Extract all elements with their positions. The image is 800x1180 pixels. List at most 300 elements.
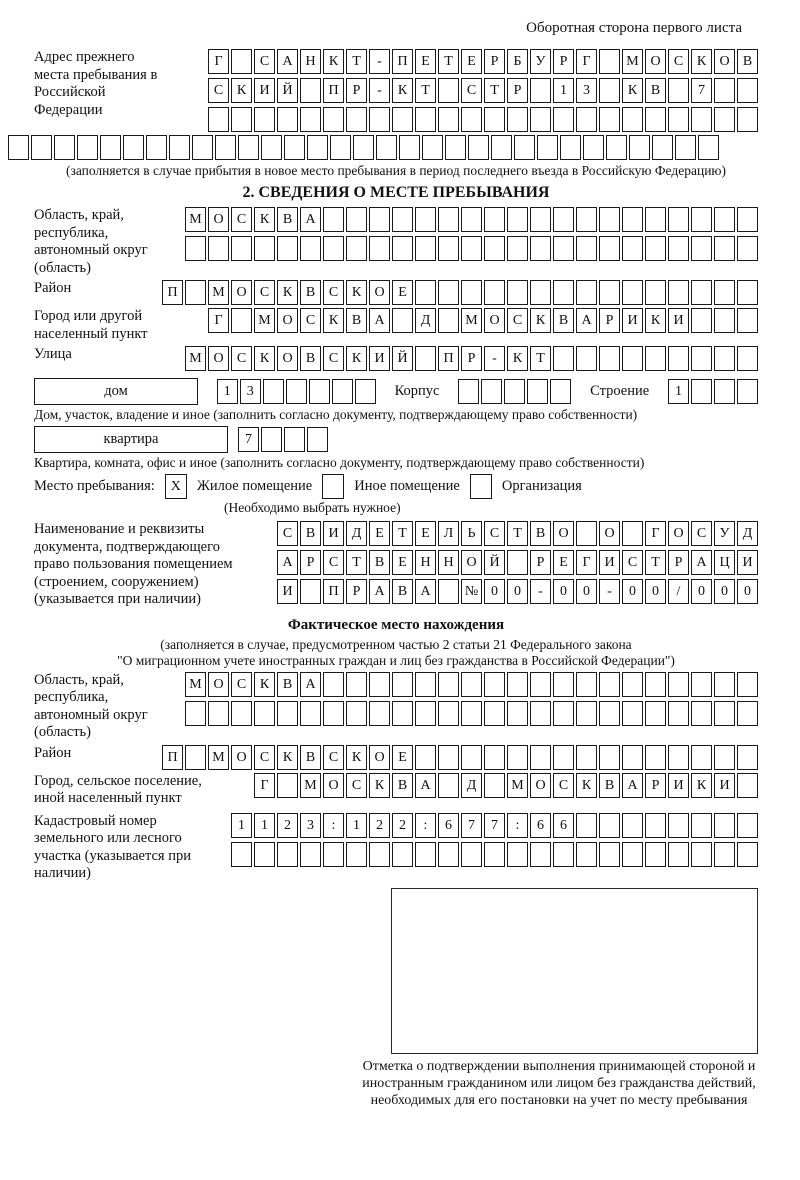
char-box[interactable] (645, 107, 666, 132)
char-box[interactable] (645, 842, 666, 867)
char-box[interactable]: Д (415, 308, 436, 333)
char-box[interactable]: Т (507, 521, 528, 546)
char-box[interactable]: / (668, 579, 689, 604)
char-box[interactable] (599, 78, 620, 103)
char-box[interactable] (369, 107, 390, 132)
char-box[interactable] (737, 308, 758, 333)
char-box[interactable] (737, 773, 758, 798)
char-box[interactable]: В (369, 550, 390, 575)
char-box[interactable] (392, 701, 413, 726)
char-box[interactable] (652, 135, 673, 160)
char-box[interactable]: К (254, 346, 275, 371)
char-box[interactable] (231, 842, 252, 867)
char-box[interactable]: Е (553, 550, 574, 575)
char-box[interactable] (491, 135, 512, 160)
char-box[interactable]: П (438, 346, 459, 371)
char-box[interactable] (530, 701, 551, 726)
char-box[interactable]: О (231, 745, 252, 770)
char-box[interactable]: В (392, 773, 413, 798)
char-box[interactable] (576, 521, 597, 546)
stay-option-checkbox-organization[interactable] (470, 474, 492, 499)
char-box[interactable] (323, 236, 344, 261)
char-box[interactable] (622, 813, 643, 838)
char-box[interactable] (169, 135, 190, 160)
char-box[interactable] (346, 207, 367, 232)
char-box[interactable] (714, 745, 735, 770)
char-box[interactable]: Р (484, 49, 505, 74)
char-box[interactable]: Р (346, 78, 367, 103)
char-box[interactable]: 0 (576, 579, 597, 604)
char-box[interactable] (714, 813, 735, 838)
char-box[interactable]: 0 (507, 579, 528, 604)
char-box[interactable] (31, 135, 52, 160)
char-box[interactable]: Р (553, 49, 574, 74)
char-box[interactable]: Й (392, 346, 413, 371)
char-box[interactable] (392, 207, 413, 232)
char-box[interactable] (622, 107, 643, 132)
char-box[interactable] (461, 280, 482, 305)
char-box[interactable] (576, 280, 597, 305)
char-box[interactable] (645, 280, 666, 305)
char-box[interactable] (553, 280, 574, 305)
char-box[interactable] (286, 379, 307, 404)
char-box[interactable] (346, 842, 367, 867)
char-box[interactable] (714, 207, 735, 232)
char-box[interactable] (231, 308, 252, 333)
char-box[interactable] (645, 745, 666, 770)
char-box[interactable] (553, 346, 574, 371)
char-box[interactable] (576, 842, 597, 867)
char-box[interactable]: 2 (369, 813, 390, 838)
char-box[interactable]: Е (415, 521, 436, 546)
char-box[interactable] (461, 701, 482, 726)
char-box[interactable] (484, 107, 505, 132)
char-box[interactable]: Г (208, 308, 229, 333)
char-box[interactable]: А (300, 672, 321, 697)
char-box[interactable]: 7 (461, 813, 482, 838)
char-box[interactable] (691, 107, 712, 132)
char-box[interactable] (530, 107, 551, 132)
char-box[interactable] (392, 842, 413, 867)
char-box[interactable] (737, 78, 758, 103)
char-box[interactable] (737, 672, 758, 697)
char-box[interactable] (599, 346, 620, 371)
char-box[interactable] (737, 346, 758, 371)
char-box[interactable] (668, 701, 689, 726)
char-box[interactable]: У (530, 49, 551, 74)
char-box[interactable] (737, 280, 758, 305)
char-box[interactable]: Т (484, 78, 505, 103)
char-box[interactable] (576, 701, 597, 726)
char-box[interactable]: В (392, 579, 413, 604)
char-box[interactable] (208, 107, 229, 132)
char-box[interactable] (323, 107, 344, 132)
char-box[interactable] (553, 842, 574, 867)
char-box[interactable]: Т (438, 49, 459, 74)
char-box[interactable]: О (668, 521, 689, 546)
char-box[interactable] (583, 135, 604, 160)
char-box[interactable] (691, 207, 712, 232)
char-box[interactable]: И (737, 550, 758, 575)
char-box[interactable] (553, 207, 574, 232)
char-box[interactable] (415, 745, 436, 770)
char-box[interactable] (254, 701, 275, 726)
char-box[interactable]: К (691, 773, 712, 798)
char-box[interactable]: В (300, 346, 321, 371)
char-box[interactable]: С (553, 773, 574, 798)
char-box[interactable] (323, 672, 344, 697)
char-box[interactable] (507, 280, 528, 305)
char-box[interactable] (576, 236, 597, 261)
char-box[interactable] (208, 701, 229, 726)
char-box[interactable] (54, 135, 75, 160)
char-box[interactable] (714, 236, 735, 261)
char-box[interactable]: С (254, 280, 275, 305)
char-box[interactable] (714, 78, 735, 103)
char-box[interactable]: 0 (484, 579, 505, 604)
char-box[interactable]: А (622, 773, 643, 798)
char-box[interactable]: К (507, 346, 528, 371)
char-box[interactable] (263, 379, 284, 404)
char-box[interactable] (645, 207, 666, 232)
char-box[interactable] (553, 107, 574, 132)
char-box[interactable] (645, 701, 666, 726)
char-box[interactable] (215, 135, 236, 160)
char-box[interactable]: И (714, 773, 735, 798)
char-box[interactable]: Й (484, 550, 505, 575)
char-box[interactable] (277, 773, 298, 798)
char-box[interactable] (714, 672, 735, 697)
char-box[interactable]: К (277, 280, 298, 305)
char-box[interactable] (484, 207, 505, 232)
char-box[interactable]: Д (461, 773, 482, 798)
char-box[interactable]: К (645, 308, 666, 333)
char-box[interactable]: К (576, 773, 597, 798)
char-box[interactable]: В (530, 521, 551, 546)
char-box[interactable] (622, 346, 643, 371)
char-box[interactable]: С (231, 346, 252, 371)
char-box[interactable]: 3 (240, 379, 261, 404)
stay-option-checkbox-other-premises[interactable] (322, 474, 344, 499)
char-box[interactable] (369, 207, 390, 232)
char-box[interactable] (599, 813, 620, 838)
char-box[interactable] (507, 842, 528, 867)
char-box[interactable]: Л (438, 521, 459, 546)
char-box[interactable]: О (714, 49, 735, 74)
char-box[interactable] (507, 107, 528, 132)
char-box[interactable] (355, 379, 376, 404)
char-box[interactable]: О (323, 773, 344, 798)
char-box[interactable] (537, 135, 558, 160)
char-box[interactable]: С (254, 745, 275, 770)
char-box[interactable] (737, 236, 758, 261)
char-box[interactable] (231, 236, 252, 261)
char-box[interactable] (645, 236, 666, 261)
char-box[interactable]: П (162, 280, 183, 305)
char-box[interactable]: 0 (645, 579, 666, 604)
char-box[interactable] (369, 236, 390, 261)
char-box[interactable] (599, 280, 620, 305)
char-box[interactable] (300, 842, 321, 867)
char-box[interactable]: Р (300, 550, 321, 575)
char-box[interactable]: М (185, 346, 206, 371)
char-box[interactable] (445, 135, 466, 160)
char-box[interactable]: Е (392, 745, 413, 770)
char-box[interactable]: С (323, 280, 344, 305)
char-box[interactable] (415, 280, 436, 305)
char-box[interactable] (438, 773, 459, 798)
char-box[interactable] (277, 842, 298, 867)
char-box[interactable] (100, 135, 121, 160)
char-box[interactable] (300, 78, 321, 103)
char-box[interactable] (691, 701, 712, 726)
char-box[interactable] (737, 813, 758, 838)
char-box[interactable] (376, 135, 397, 160)
char-box[interactable]: С (300, 308, 321, 333)
char-box[interactable] (691, 280, 712, 305)
char-box[interactable]: В (277, 672, 298, 697)
char-box[interactable]: А (300, 207, 321, 232)
char-box[interactable]: М (185, 207, 206, 232)
char-box[interactable] (737, 207, 758, 232)
char-box[interactable]: Т (415, 78, 436, 103)
char-box[interactable] (438, 745, 459, 770)
char-box[interactable] (507, 672, 528, 697)
char-box[interactable]: : (507, 813, 528, 838)
char-box[interactable] (599, 701, 620, 726)
char-box[interactable]: 6 (553, 813, 574, 838)
char-box[interactable]: - (599, 579, 620, 604)
char-box[interactable]: Е (461, 49, 482, 74)
char-box[interactable]: Н (415, 550, 436, 575)
char-box[interactable] (622, 207, 643, 232)
char-box[interactable] (392, 672, 413, 697)
char-box[interactable] (527, 379, 548, 404)
char-box[interactable]: В (645, 78, 666, 103)
char-box[interactable] (461, 842, 482, 867)
char-box[interactable]: К (277, 745, 298, 770)
char-box[interactable] (714, 842, 735, 867)
char-box[interactable] (392, 236, 413, 261)
char-box[interactable]: К (254, 672, 275, 697)
char-box[interactable]: - (369, 78, 390, 103)
char-box[interactable] (415, 107, 436, 132)
char-box[interactable]: Е (392, 280, 413, 305)
char-box[interactable]: Е (392, 550, 413, 575)
char-box[interactable] (599, 49, 620, 74)
char-box[interactable] (599, 745, 620, 770)
char-box[interactable]: 6 (530, 813, 551, 838)
char-box[interactable] (504, 379, 525, 404)
char-box[interactable]: С (622, 550, 643, 575)
char-box[interactable]: Р (668, 550, 689, 575)
char-box[interactable] (645, 672, 666, 697)
char-box[interactable] (461, 745, 482, 770)
char-box[interactable] (277, 107, 298, 132)
char-box[interactable]: А (691, 550, 712, 575)
char-box[interactable] (530, 207, 551, 232)
char-box[interactable] (185, 701, 206, 726)
char-box[interactable] (238, 135, 259, 160)
char-box[interactable] (300, 236, 321, 261)
char-box[interactable] (484, 236, 505, 261)
char-box[interactable]: С (461, 78, 482, 103)
char-box[interactable]: Ц (714, 550, 735, 575)
char-box[interactable] (438, 579, 459, 604)
char-box[interactable] (369, 672, 390, 697)
char-box[interactable] (438, 701, 459, 726)
char-box[interactable] (438, 236, 459, 261)
char-box[interactable]: В (737, 49, 758, 74)
char-box[interactable]: С (323, 550, 344, 575)
char-box[interactable] (284, 135, 305, 160)
char-box[interactable]: К (254, 207, 275, 232)
char-box[interactable]: Й (277, 78, 298, 103)
char-box[interactable] (622, 672, 643, 697)
char-box[interactable]: 3 (300, 813, 321, 838)
char-box[interactable] (277, 701, 298, 726)
char-box[interactable] (277, 236, 298, 261)
char-box[interactable]: Т (346, 550, 367, 575)
char-box[interactable] (645, 813, 666, 838)
char-box[interactable] (392, 107, 413, 132)
char-box[interactable] (484, 672, 505, 697)
char-box[interactable]: С (484, 521, 505, 546)
char-box[interactable]: Н (438, 550, 459, 575)
char-box[interactable]: 0 (737, 579, 758, 604)
char-box[interactable] (668, 672, 689, 697)
char-box[interactable]: К (392, 78, 413, 103)
char-box[interactable] (438, 672, 459, 697)
char-box[interactable] (392, 308, 413, 333)
char-box[interactable] (622, 236, 643, 261)
char-box[interactable]: 1 (668, 379, 689, 404)
char-box[interactable] (698, 135, 719, 160)
char-box[interactable] (185, 280, 206, 305)
char-box[interactable]: 3 (576, 78, 597, 103)
char-box[interactable]: К (530, 308, 551, 333)
char-box[interactable]: С (507, 308, 528, 333)
char-box[interactable]: 0 (553, 579, 574, 604)
char-box[interactable] (668, 280, 689, 305)
char-box[interactable] (530, 280, 551, 305)
char-box[interactable]: О (208, 207, 229, 232)
char-box[interactable] (599, 672, 620, 697)
char-box[interactable] (691, 379, 712, 404)
char-box[interactable]: 0 (691, 579, 712, 604)
char-box[interactable]: - (484, 346, 505, 371)
char-box[interactable]: 1 (254, 813, 275, 838)
char-box[interactable] (415, 672, 436, 697)
char-box[interactable] (622, 745, 643, 770)
char-box[interactable]: М (208, 745, 229, 770)
char-box[interactable]: О (645, 49, 666, 74)
char-box[interactable]: Р (530, 550, 551, 575)
char-box[interactable]: О (369, 280, 390, 305)
char-box[interactable]: Р (599, 308, 620, 333)
char-box[interactable]: П (162, 745, 183, 770)
char-box[interactable]: А (369, 579, 390, 604)
char-box[interactable]: А (277, 550, 298, 575)
char-box[interactable] (668, 107, 689, 132)
char-box[interactable] (323, 701, 344, 726)
char-box[interactable] (415, 207, 436, 232)
char-box[interactable] (576, 745, 597, 770)
char-box[interactable] (530, 78, 551, 103)
char-box[interactable]: М (622, 49, 643, 74)
char-box[interactable]: 2 (392, 813, 413, 838)
char-box[interactable] (714, 701, 735, 726)
char-box[interactable] (399, 135, 420, 160)
char-box[interactable] (576, 346, 597, 371)
char-box[interactable]: М (507, 773, 528, 798)
char-box[interactable] (507, 550, 528, 575)
char-box[interactable]: Р (507, 78, 528, 103)
char-box[interactable] (553, 236, 574, 261)
char-box[interactable] (668, 842, 689, 867)
char-box[interactable] (675, 135, 696, 160)
char-box[interactable] (415, 346, 436, 371)
char-box[interactable]: В (599, 773, 620, 798)
char-box[interactable] (576, 672, 597, 697)
char-box[interactable]: К (622, 78, 643, 103)
char-box[interactable]: С (231, 207, 252, 232)
char-box[interactable]: О (553, 521, 574, 546)
char-box[interactable] (300, 701, 321, 726)
char-box[interactable]: М (185, 672, 206, 697)
char-box[interactable] (231, 107, 252, 132)
char-box[interactable]: К (346, 745, 367, 770)
char-box[interactable]: № (461, 579, 482, 604)
char-box[interactable] (714, 346, 735, 371)
char-box[interactable] (576, 813, 597, 838)
char-box[interactable]: Б (507, 49, 528, 74)
char-box[interactable]: И (668, 773, 689, 798)
char-box[interactable]: Т (645, 550, 666, 575)
char-box[interactable] (415, 842, 436, 867)
char-box[interactable]: И (599, 550, 620, 575)
char-box[interactable] (323, 207, 344, 232)
char-box[interactable]: К (323, 49, 344, 74)
char-box[interactable]: И (668, 308, 689, 333)
char-box[interactable]: Т (392, 521, 413, 546)
char-box[interactable] (737, 701, 758, 726)
char-box[interactable] (668, 236, 689, 261)
char-box[interactable] (484, 280, 505, 305)
char-box[interactable] (461, 107, 482, 132)
char-box[interactable] (668, 745, 689, 770)
char-box[interactable] (484, 701, 505, 726)
char-box[interactable] (261, 135, 282, 160)
char-box[interactable] (346, 701, 367, 726)
char-box[interactable] (231, 701, 252, 726)
char-box[interactable]: М (461, 308, 482, 333)
char-box[interactable] (346, 107, 367, 132)
char-box[interactable]: А (277, 49, 298, 74)
char-box[interactable] (514, 135, 535, 160)
char-box[interactable]: Г (576, 49, 597, 74)
char-box[interactable]: О (530, 773, 551, 798)
char-box[interactable] (284, 427, 305, 452)
char-box[interactable]: Е (415, 49, 436, 74)
char-box[interactable]: С (323, 346, 344, 371)
char-box[interactable] (714, 379, 735, 404)
char-box[interactable] (691, 672, 712, 697)
char-box[interactable] (691, 308, 712, 333)
char-box[interactable] (415, 236, 436, 261)
char-box[interactable] (737, 745, 758, 770)
char-box[interactable] (458, 379, 479, 404)
